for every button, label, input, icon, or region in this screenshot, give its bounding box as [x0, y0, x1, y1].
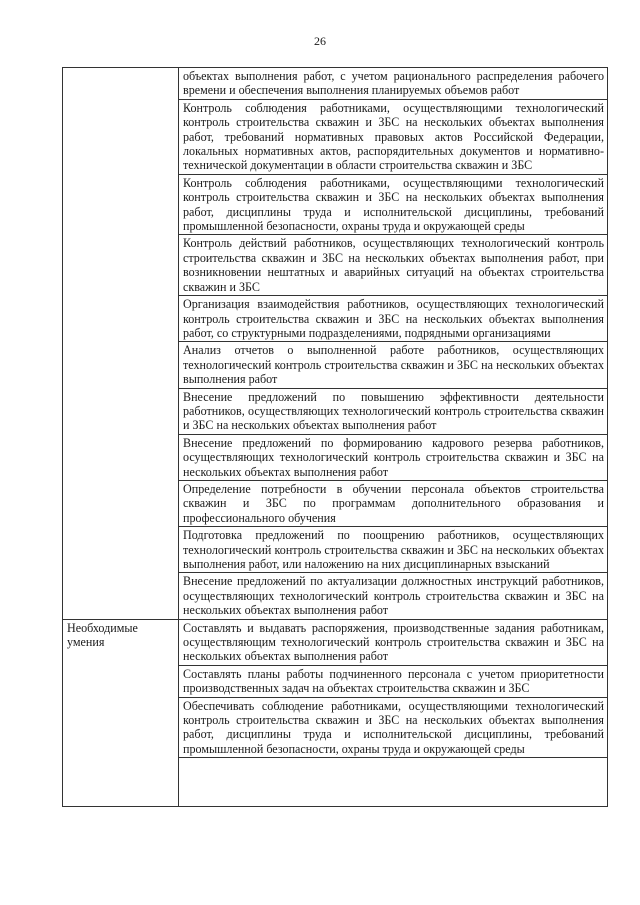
- table-cell: Внесение предложений по актуализации должностных инструкций работников, осуществляющих технологический контроль строительства скважин и ЗБС на нескольких объектах выполнения работ: [179, 573, 608, 619]
- table-cell: Организация взаимодействия работников, осуществляющих технологический контроль строительства скважин и ЗБС на нескольких объектах выполнения работ, со структурными подразделениями, подрядными организациями: [179, 296, 608, 342]
- table-cell: Обеспечивать соблюдение работниками, осуществляющими технологический контроль строительства скважин и ЗБС на нескольких объектах выполнения работ, дисциплины труда и исполнительской дисциплины, требований промышленной безопасности, охраны труда и окружающей среды: [179, 697, 608, 758]
- competency-table: [62, 67, 608, 807]
- page-number: 26: [314, 34, 326, 48]
- table-cell: Внесение предложений по формированию кадрового резерва работников, осуществляющих технологический контроль строительства скважин и ЗБС на нескольких объектах выполнения работ: [179, 434, 608, 480]
- table-row: [63, 619, 608, 665]
- table-row: [63, 68, 608, 100]
- table-cell: Анализ отчетов о выполненной работе работников, осуществляющих технологический контроль строительства скважин и ЗБС на нескольких объектах выполнения работ: [179, 342, 608, 388]
- table-cell: Подготовка предложений по поощрению работников, осуществляющих технологический контроль строительства скважин и ЗБС на нескольких объектах выполнения работ, или наложению на них дисциплинарных взысканий: [179, 527, 608, 573]
- table-cell: Внесение предложений по повышению эффективности деятельности работников, осуществляющих технологический контроль строительства скважин и ЗБС на нескольких объектах выполнения работ: [179, 388, 608, 434]
- table-cell: Контроль действий работников, осуществляющих технологический контроль строительства скважин и ЗБС на нескольких объектах выполнения работ, при возникновении нештатных и аварийных ситуаций на объектах строительства скважин и ЗБС: [179, 235, 608, 296]
- table-cell: Контроль соблюдения работниками, осуществляющими технологический контроль строительства скважин и ЗБС на нескольких объектах выполнения работ, дисциплины труда и исполнительской дисциплины, требований промышленной безопасности, охраны труда и окружающей среды: [179, 174, 608, 235]
- table-cell: [179, 758, 608, 807]
- table-cell: Составлять планы работы подчиненного персонала с учетом приоритетности производственных задач на объектах строительства скважин и ЗБС: [179, 665, 608, 697]
- section-label: [63, 68, 179, 620]
- table-cell: объектах выполнения работ, с учетом рационального распределения рабочего времени и обеспечения выполнения планируемых объемов работ: [179, 68, 608, 100]
- table-cell: Контроль соблюдения работниками, осуществляющими технологический контроль строительства скважин и ЗБС на нескольких объектах выполнения работ, требований нормативных правовых актов Российской Федерации, локальных нормативных актов, распорядительных документов и нормативно-технической документации в области строительства скважин и ЗБС: [179, 99, 608, 174]
- section-label: Необходимые умения: [63, 619, 179, 807]
- table-body: [63, 68, 608, 807]
- table-cell: Определение потребности в обучении персонала объектов строительства скважин и ЗБС по программам дополнительного образования и профессионального обучения: [179, 480, 608, 526]
- table-cell: Составлять и выдавать распоряжения, производственные задания работникам, осуществляющим технологический контроль строительства скважин и ЗБС на нескольких объектах выполнения работ: [179, 619, 608, 665]
